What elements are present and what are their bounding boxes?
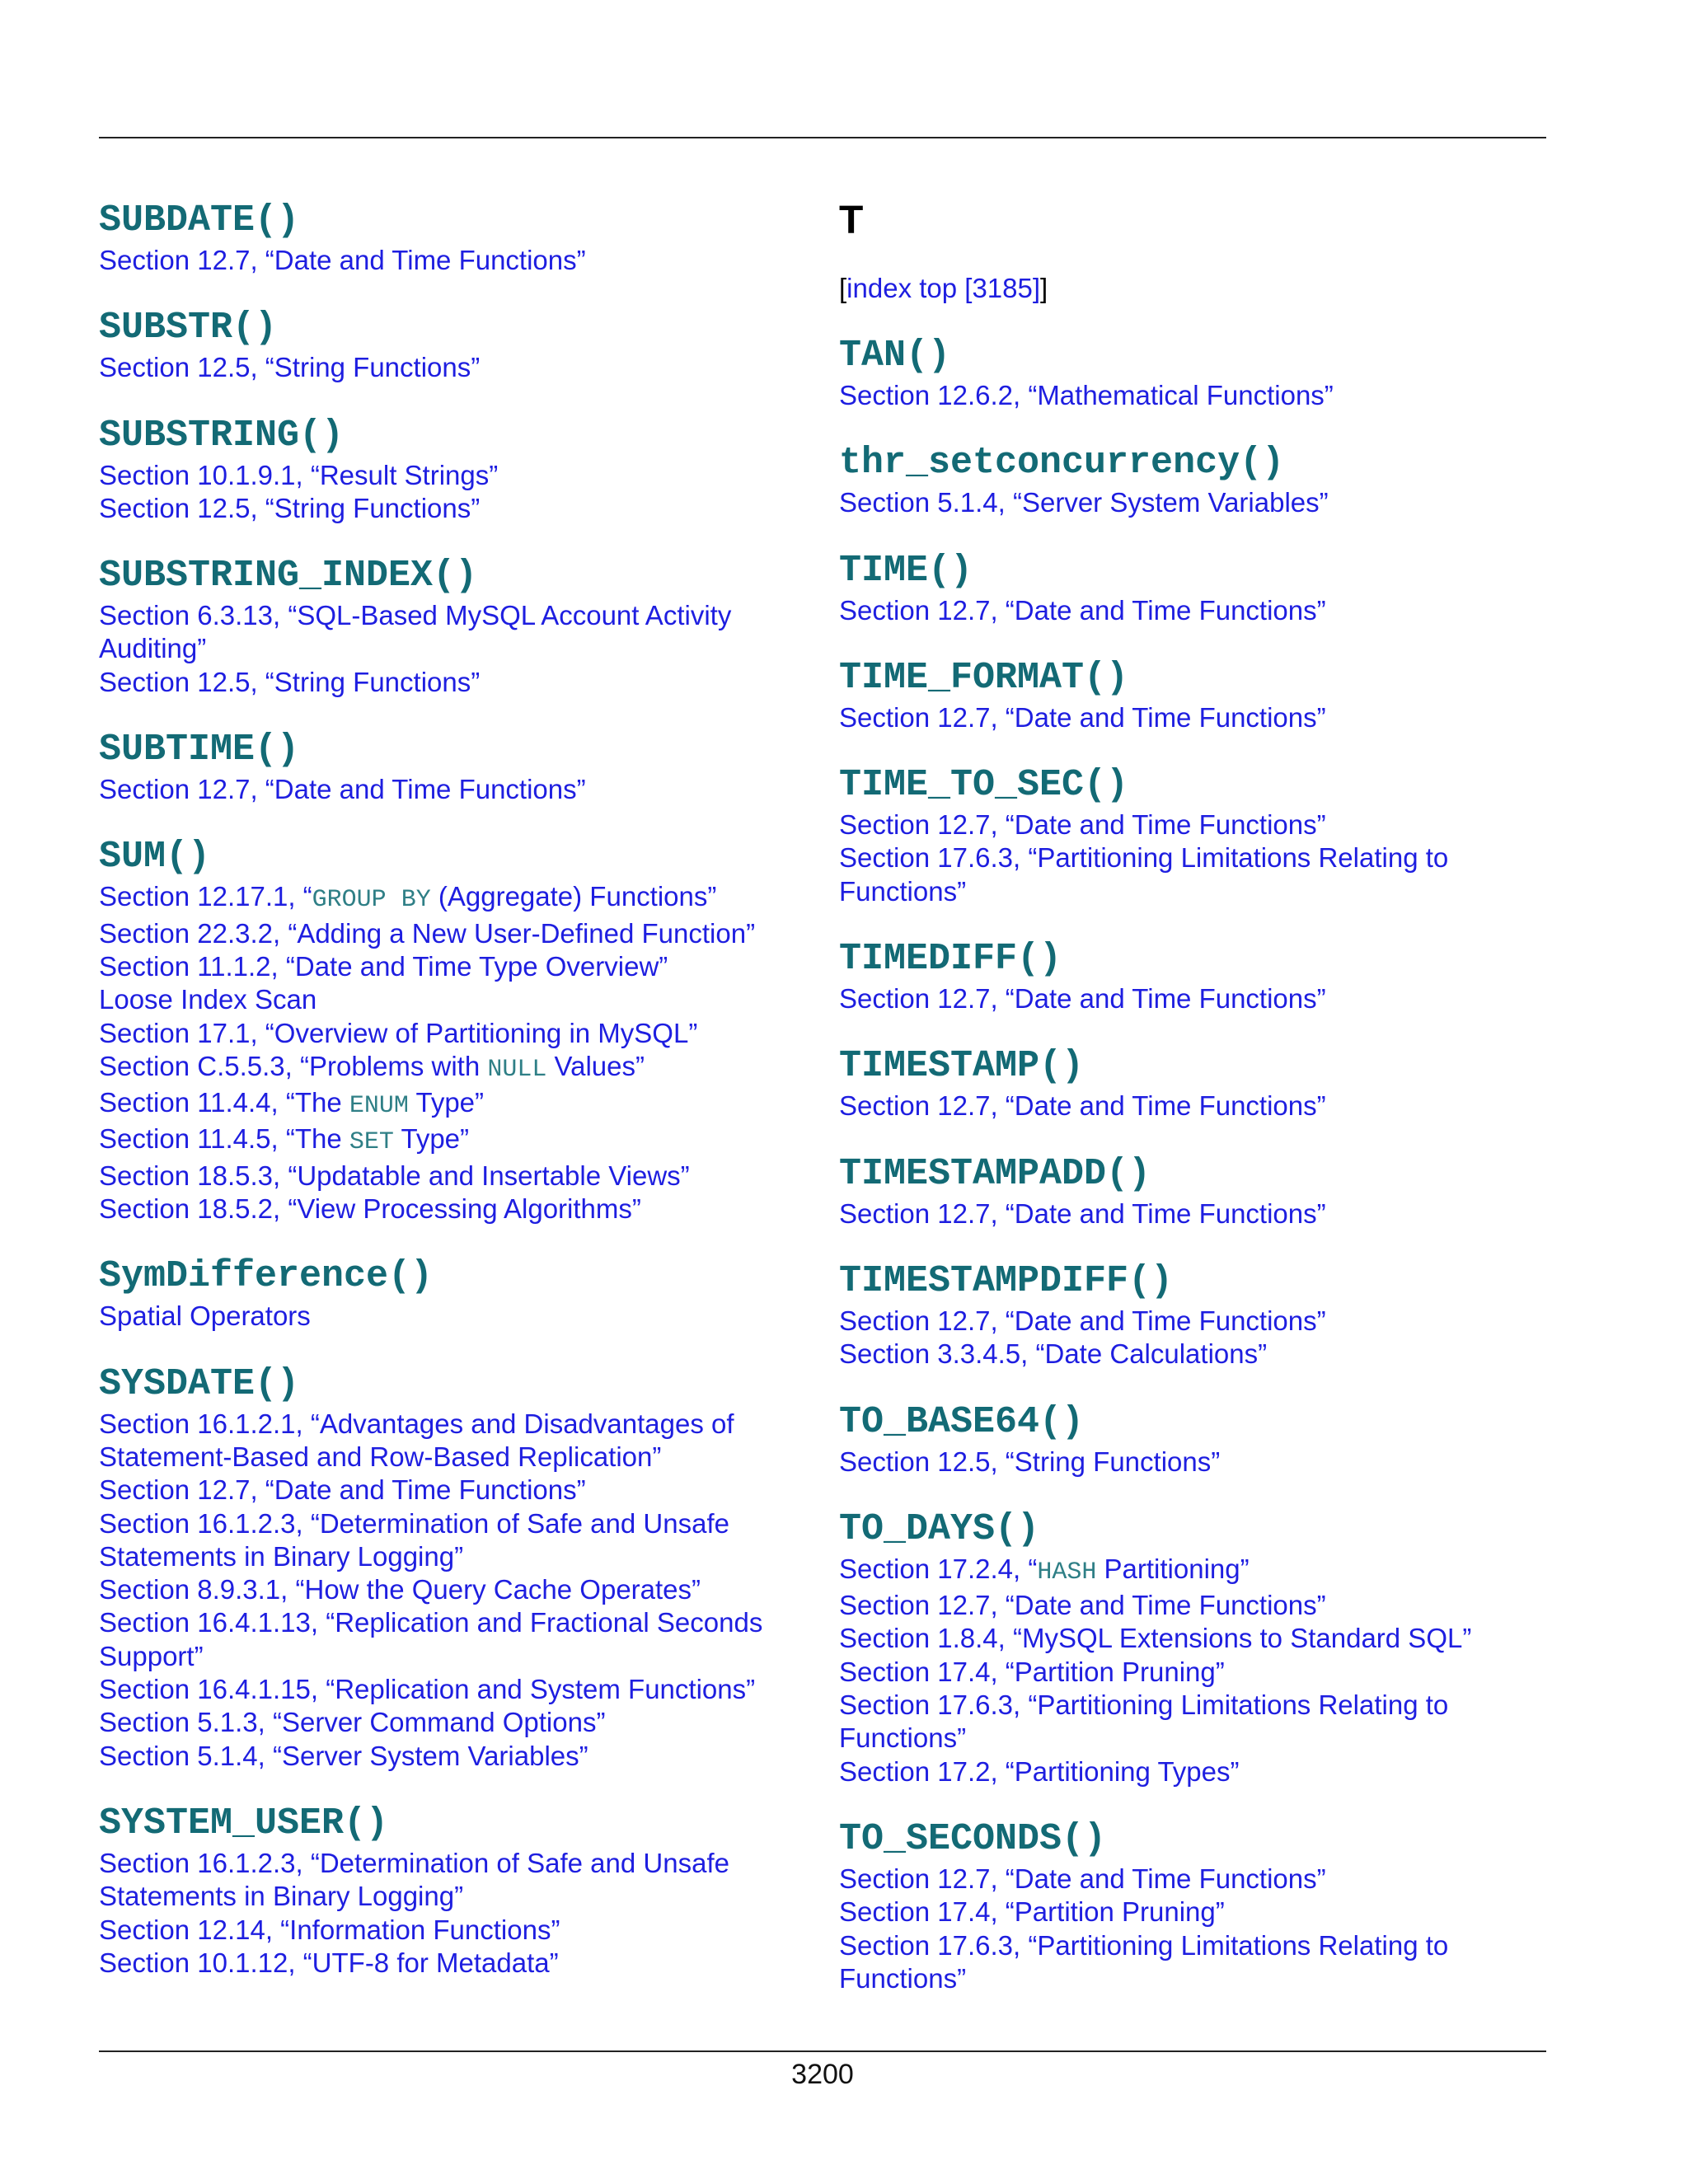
index-entry-timestampdiff (839, 1258, 1548, 1371)
index-term: TIME_TO_SEC() (839, 764, 1129, 807)
index-ref-link[interactable]: Section 12.6.2, “Mathematical Functions” (839, 380, 1334, 410)
index-entries-right (839, 333, 1548, 1995)
index-top-nav (839, 272, 1548, 305)
index-ref-link[interactable]: Section 1.8.4, “MySQL Extensions to Standard SQL” (839, 1623, 1472, 1654)
ref-text-after: Type” (393, 1123, 470, 1155)
index-ref-link[interactable]: Section 16.4.1.15, “Replication and System Functions” (99, 1674, 756, 1705)
ref-code-literal: HASH (1037, 1558, 1097, 1586)
index-term: SUM() (99, 836, 211, 879)
ref-text-before: Section C.5.5.3, “Problems with (99, 1050, 488, 1081)
index-term: SUBSTRING() (99, 414, 345, 457)
index-ref-link[interactable]: Section 8.9.3.1, “How the Query Cache Operates” (99, 1574, 701, 1605)
index-entry-substring (99, 413, 799, 526)
index-ref-link[interactable]: Section 12.7, “Date and Time Functions” (99, 1474, 586, 1506)
index-term: TIMESTAMPADD() (839, 1152, 1151, 1195)
index-ref-link[interactable]: Section 12.7, “Date and Time Functions” (839, 809, 1326, 841)
footer-rule (99, 2050, 1546, 2052)
index-term: TIMEDIFF() (839, 938, 1062, 981)
index-term: SYSDATE() (99, 1362, 300, 1405)
index-ref-link[interactable]: Section 17.4, “Partition Pruning” (839, 1896, 1225, 1928)
index-entry-time-to-sec (839, 762, 1548, 908)
index-ref-link[interactable]: Section 3.3.4.5, “Date Calculations” (839, 1338, 1268, 1370)
index-entry-sum (99, 834, 799, 1226)
index-term: thr_setconcurrency() (839, 442, 1285, 485)
index-term: SymDifference() (99, 1255, 434, 1298)
index-ref-link[interactable]: Section 5.1.4, “Server System Variables” (99, 1740, 588, 1771)
index-ref-link[interactable]: Section 12.7, “Date and Time Functions” (839, 983, 1326, 1015)
index-entry-subtime (99, 727, 799, 806)
index-ref-link[interactable] (99, 1086, 799, 1122)
index-entry-tan (839, 333, 1548, 412)
index-term: SYSTEM_USER() (99, 1802, 389, 1844)
index-term: SUBDATE() (99, 199, 300, 241)
index-ref-link[interactable]: Section 17.4, “Partition Pruning” (839, 1656, 1225, 1687)
index-column-right (839, 198, 1548, 2023)
ref-text-after: Type” (408, 1087, 485, 1118)
index-ref-link[interactable]: Section 12.7, “Date and Time Functions” (839, 1590, 1326, 1621)
index-ref-link[interactable]: Section 12.14, “Information Functions” (99, 1914, 560, 1945)
index-term: TIMESTAMPDIFF() (839, 1259, 1174, 1302)
index-ref-link[interactable]: Section 12.7, “Date and Time Functions” (99, 774, 586, 805)
index-entry-substr (99, 305, 799, 384)
ref-text-before: Section 11.4.4, “The (99, 1087, 349, 1118)
ref-text-before: Section 12.17.1, “ (99, 881, 312, 912)
ref-code-literal: SET (349, 1128, 394, 1157)
index-entry-timediff (839, 936, 1548, 1015)
index-ref-link[interactable]: Section 12.5, “String Functions” (99, 666, 481, 697)
index-term: TIMESTAMP() (839, 1045, 1085, 1088)
ref-text-before: Section 17.2.4, “ (839, 1553, 1038, 1584)
index-entry-subdate (99, 198, 799, 277)
index-ref-link[interactable]: Section 17.6.3, “Partitioning Limitations Relating to Functions” (839, 1690, 1449, 1754)
index-ref-link[interactable] (99, 880, 799, 916)
ref-code-literal: NULL (487, 1055, 547, 1084)
header-rule (99, 137, 1546, 138)
section-letter: T (839, 199, 864, 242)
index-entry-substring-index (99, 553, 799, 699)
index-entry-timestampadd (839, 1151, 1548, 1230)
index-entry-sysdate (99, 1361, 799, 1773)
index-ref-link[interactable]: Section 12.5, “String Functions” (839, 1446, 1221, 1477)
index-ref-link[interactable]: Section 16.1.2.3, “Determination of Safe and Unsafe Statements in Binary Logging” (99, 1847, 729, 1912)
ref-text-after: (Aggregate) Functions” (430, 881, 717, 912)
index-ref-link[interactable]: Section 5.1.3, “Server Command Options” (99, 1707, 606, 1738)
index-entry-timestamp (839, 1043, 1548, 1122)
index-ref-link[interactable]: Section 22.3.2, “Adding a New User-Defined Function” (99, 917, 756, 949)
index-ref-link[interactable]: Section 11.1.2, “Date and Time Type Overview” (99, 950, 668, 982)
index-ref-link[interactable]: Section 17.6.3, “Partitioning Limitations Relating to Functions” (839, 1929, 1449, 1994)
index-entry-to-days (839, 1507, 1548, 1788)
index-ref-link[interactable]: Section 16.4.1.13, “Replication and Fractional Seconds Support” (99, 1607, 763, 1671)
index-ref-link[interactable]: Section 12.7, “Date and Time Functions” (839, 594, 1326, 626)
page-number: 3200 (791, 2059, 854, 2090)
index-ref-link[interactable] (99, 1050, 799, 1086)
index-ref-link[interactable]: Section 12.7, “Date and Time Functions” (839, 1863, 1326, 1894)
index-entry-system-user (99, 1801, 799, 1980)
index-term: TO_DAYS() (839, 1507, 1040, 1550)
index-top-link[interactable]: index top [3185] (846, 273, 1041, 303)
index-ref-link[interactable]: Section 12.7, “Date and Time Functions” (839, 701, 1326, 733)
index-ref-link[interactable]: Section 17.6.3, “Partitioning Limitations Relating to Functions” (839, 842, 1449, 907)
index-term: SUBSTRING_INDEX() (99, 555, 478, 598)
index-ref-link[interactable]: Section 5.1.4, “Server System Variables” (839, 487, 1329, 518)
index-ref-link[interactable]: Section 18.5.3, “Updatable and Insertable Views” (99, 1160, 690, 1191)
index-ref-link[interactable]: Spatial Operators (99, 1301, 311, 1332)
ref-code-literal: ENUM (349, 1092, 409, 1121)
index-term: TO_BASE64() (839, 1400, 1085, 1443)
index-ref-link[interactable]: Section 12.7, “Date and Time Functions” (839, 1197, 1326, 1229)
index-term: TO_SECONDS() (839, 1817, 1107, 1860)
index-entry-time-format (839, 655, 1548, 734)
index-entry-thr-setconcurrency (839, 440, 1548, 519)
index-ref-link[interactable]: Section 12.5, “String Functions” (99, 352, 481, 383)
index-column-left (99, 198, 799, 2008)
index-entry-symdifference (99, 1254, 799, 1333)
index-ref-link[interactable]: Section 10.1.9.1, “Result Strings” (99, 459, 499, 490)
index-ref-link[interactable]: Section 18.5.2, “View Processing Algorithms” (99, 1193, 641, 1225)
index-ref-link[interactable]: Section 6.3.13, “SQL-Based MySQL Account Activity Auditing” (99, 600, 732, 664)
index-ref-link[interactable] (839, 1553, 1548, 1589)
ref-text-before: Section 11.4.5, “The (99, 1123, 349, 1155)
index-top-close-bracket: ] (1040, 273, 1048, 303)
ref-code-literal: GROUP BY (312, 886, 431, 915)
index-ref-link[interactable]: Section 12.7, “Date and Time Functions” (99, 245, 586, 275)
index-ref-link[interactable]: Section 17.2, “Partitioning Types” (839, 1755, 1240, 1787)
index-ref-link[interactable]: Section 12.5, “String Functions” (99, 492, 481, 523)
index-entry-to-base64 (839, 1399, 1548, 1479)
index-term: TIME_FORMAT() (839, 656, 1129, 699)
index-ref-link[interactable]: Section 16.1.2.1, “Advantages and Disadvantages of Statement-Based and Row-Based Replication” (99, 1408, 734, 1472)
index-term: TIME() (839, 549, 973, 592)
index-entry-time (839, 548, 1548, 627)
ref-text-after: Values” (546, 1050, 645, 1081)
index-ref-link[interactable] (99, 1122, 799, 1159)
index-ref-link[interactable]: Section 16.1.2.3, “Determination of Safe and Unsafe Statements in Binary Logging” (99, 1507, 729, 1572)
index-ref-link[interactable]: Section 17.1, “Overview of Partitioning in MySQL” (99, 1017, 698, 1048)
index-ref-link[interactable]: Section 12.7, “Date and Time Functions” (839, 1305, 1326, 1336)
index-entry-to-seconds (839, 1816, 1548, 1995)
index-top-open-bracket: [ (839, 273, 847, 303)
index-ref-link[interactable]: Section 12.7, “Date and Time Functions” (839, 1090, 1326, 1122)
index-ref-link[interactable]: Section 10.1.12, “UTF-8 for Metadata” (99, 1947, 559, 1978)
index-term: TAN() (839, 335, 951, 377)
ref-text-after: Partitioning” (1096, 1553, 1250, 1584)
index-term: SUBSTR() (99, 307, 278, 349)
index-ref-link[interactable]: Loose Index Scan (99, 984, 317, 1015)
index-term: SUBTIME() (99, 729, 300, 771)
